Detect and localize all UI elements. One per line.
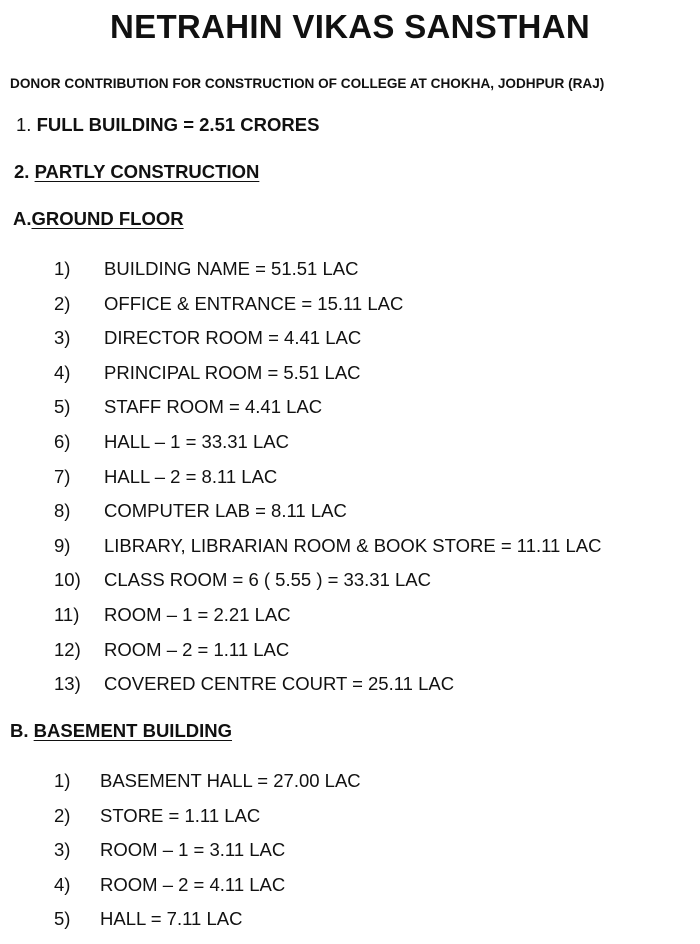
list-item-number: 11) — [54, 604, 80, 625]
list-item-text: ROOM – 2 = 1.11 LAC — [104, 638, 290, 660]
list-item-number: 5) — [54, 908, 71, 930]
list-item-number: 2) — [54, 804, 71, 826]
partly-heading: PARTLY CONSTRUCTION — [34, 161, 260, 182]
document-title: NETRAHIN VIKAS SANSTHAN — [110, 8, 590, 45]
list-item-number: 13) — [54, 673, 81, 695]
document-subtitle: DONOR CONTRIBUTION FOR CONSTRUCTION OF COLLEGE AT CHOKHA, JODHPUR (RAJ) — [10, 76, 605, 91]
list-item-text: BUILDING NAME = 51.51 LAC — [104, 258, 359, 279]
list-item-number: 5) — [54, 396, 71, 418]
full-building-number: 1. — [16, 114, 32, 135]
list-item-text: PRINCIPAL ROOM = 5.51 LAC — [104, 361, 361, 383]
list-item-number: 4) — [54, 873, 71, 895]
list-item-number: 9) — [54, 534, 71, 556]
list-item-number: 1) — [54, 258, 71, 279]
ground-floor-heading-line — [13, 208, 184, 230]
list-item-text: CLASS ROOM = 6 ( 5.55 ) = 33.31 LAC — [104, 569, 431, 591]
list-item-number: 7) — [54, 465, 71, 487]
basement-letter: B. — [10, 720, 29, 741]
partly-construction-line — [14, 161, 259, 183]
list-item-number: 8) — [54, 500, 71, 522]
list-item-text: STORE = 1.11 LAC — [100, 804, 261, 826]
list-item-text: COVERED CENTRE COURT = 25.11 LAC — [104, 673, 455, 695]
list-item-text: ROOM – 1 = 2.21 LAC — [104, 604, 291, 625]
list-item-text: COMPUTER LAB = 8.11 LAC — [104, 500, 347, 522]
list-item-text: BASEMENT HALL = 27.00 LAC — [100, 770, 361, 791]
ground-floor-letter: A. — [13, 208, 32, 229]
list-item-number: 2) — [54, 292, 71, 314]
list-item-text: OFFICE & ENTRANCE = 15.11 LAC — [104, 292, 404, 314]
list-item-text: DIRECTOR ROOM = 4.41 LAC — [104, 327, 362, 349]
list-item-text: STAFF ROOM = 4.41 LAC — [104, 396, 323, 418]
list-item-number: 4) — [54, 361, 71, 383]
full-building-text: FULL BUILDING = 2.51 CRORES — [36, 114, 320, 135]
list-item-number: 1) — [54, 770, 71, 791]
basement-heading-line — [10, 720, 232, 742]
list-item-number: 6) — [54, 431, 71, 452]
list-item-text: HALL – 2 = 8.11 LAC — [104, 465, 278, 487]
list-item-text: HALL = 7.11 LAC — [100, 908, 243, 930]
list-item-number: 12) — [54, 638, 81, 660]
list-item-text: ROOM – 2 = 4.11 LAC — [100, 873, 286, 895]
partly-number: 2. — [14, 161, 30, 182]
full-building-line — [16, 114, 319, 136]
list-item-text: LIBRARY, LIBRARIAN ROOM & BOOK STORE = 11.11 LAC — [104, 534, 602, 556]
list-item-number: 10) — [54, 569, 81, 591]
list-item-text: HALL – 1 = 33.31 LAC — [104, 431, 289, 452]
basement-heading: BASEMENT BUILDING — [33, 720, 233, 741]
ground-floor-heading: GROUND FLOOR — [31, 208, 184, 229]
list-item-number: 3) — [54, 327, 71, 349]
list-item-text: ROOM – 1 = 3.11 LAC — [100, 839, 286, 861]
list-item-number: 3) — [54, 839, 71, 861]
